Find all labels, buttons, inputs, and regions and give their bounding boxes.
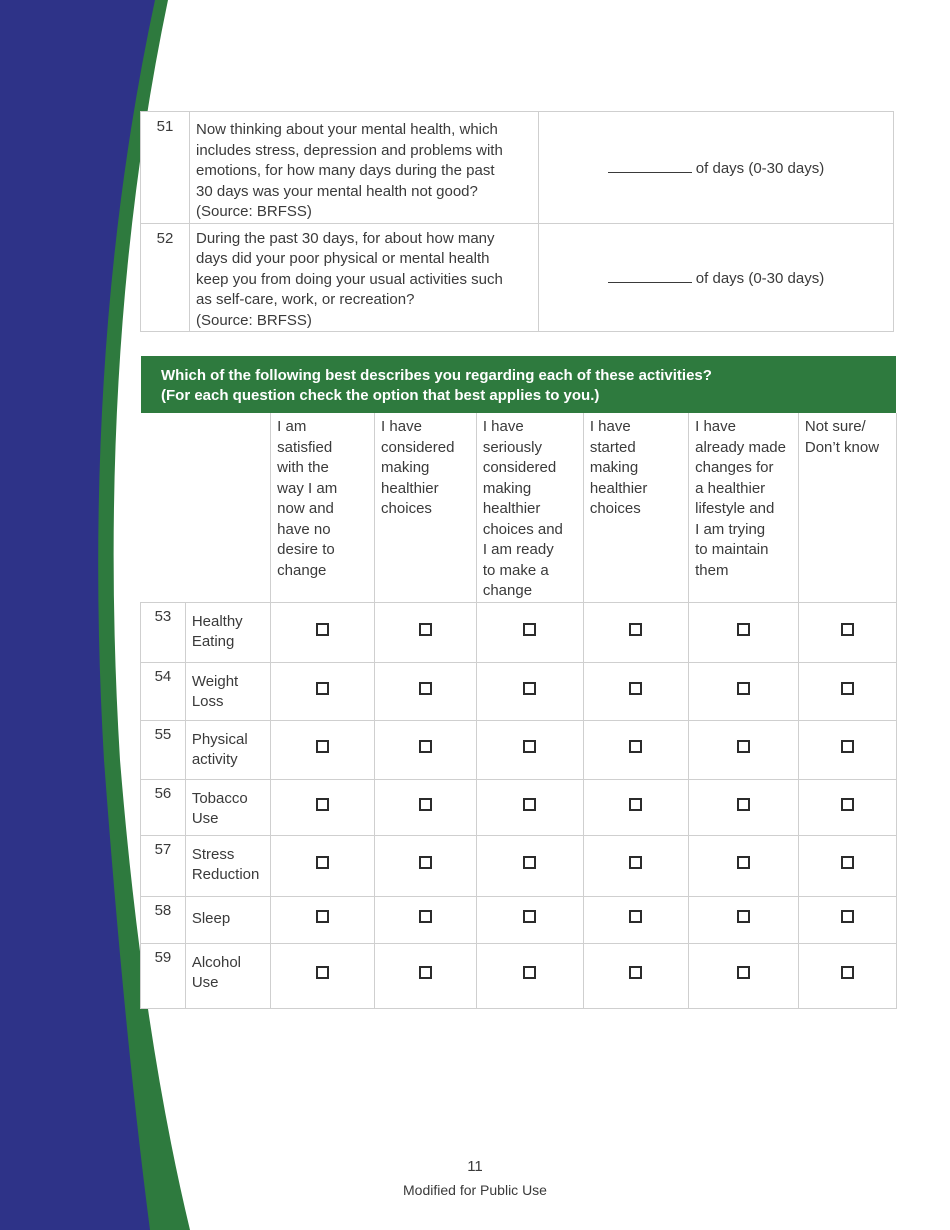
checkbox[interactable] <box>523 910 536 923</box>
checkbox[interactable] <box>629 798 642 811</box>
checkbox[interactable] <box>841 682 854 695</box>
question-number: 52 <box>141 223 190 332</box>
checkbox-cell <box>798 835 896 896</box>
checkbox[interactable] <box>419 798 432 811</box>
checkbox[interactable] <box>629 740 642 753</box>
activity-label: Stress Reduction <box>185 835 270 896</box>
activity-label: Healthy Eating <box>185 602 270 662</box>
checkbox[interactable] <box>316 682 329 695</box>
checkbox-cell <box>271 662 375 720</box>
answer-cell <box>539 112 894 224</box>
column-header: Not sure/ Don’t know <box>798 413 896 602</box>
checkbox[interactable] <box>841 966 854 979</box>
checkbox-cell <box>798 779 896 835</box>
checkbox[interactable] <box>737 910 750 923</box>
checkbox[interactable] <box>737 966 750 979</box>
activity-row <box>141 896 897 943</box>
checkbox-cell <box>689 720 799 779</box>
activity-label: Physical activity <box>185 720 270 779</box>
checkbox[interactable] <box>841 798 854 811</box>
checkbox-cell <box>583 779 688 835</box>
checkbox[interactable] <box>629 910 642 923</box>
checkbox-cell <box>798 896 896 943</box>
checkbox[interactable] <box>523 682 536 695</box>
checkbox-cell <box>689 602 799 662</box>
checkbox[interactable] <box>316 856 329 869</box>
activity-row <box>141 602 897 662</box>
checkbox-cell <box>375 720 477 779</box>
question-number: 55 <box>141 720 186 779</box>
question-number: 51 <box>141 112 190 224</box>
checkbox-cell <box>476 720 583 779</box>
checkbox[interactable] <box>523 740 536 753</box>
question-number: 58 <box>141 896 186 943</box>
days-input-52[interactable] <box>608 266 692 283</box>
checkbox[interactable] <box>629 623 642 636</box>
checkbox-cell <box>798 662 896 720</box>
checkbox[interactable] <box>419 740 432 753</box>
grid-corner <box>141 413 271 602</box>
checkbox-cell <box>271 896 375 943</box>
column-header: I have already made changes for a healthier lifestyle and I am trying to maintain them <box>689 413 799 602</box>
checkbox-cell <box>375 602 477 662</box>
activity-row <box>141 720 897 779</box>
checkbox[interactable] <box>419 856 432 869</box>
checkbox-cell <box>375 835 477 896</box>
checkbox[interactable] <box>523 798 536 811</box>
checkbox-cell <box>271 720 375 779</box>
checkbox-cell <box>583 943 688 1008</box>
mental-health-questions <box>140 111 894 332</box>
checkbox[interactable] <box>737 740 750 753</box>
checkbox[interactable] <box>316 740 329 753</box>
checkbox-cell <box>271 602 375 662</box>
activity-row <box>141 835 897 896</box>
checkbox[interactable] <box>737 682 750 695</box>
banner-question: Which of the following best describes you regarding each of these activities? <box>161 367 712 384</box>
column-header: I have seriously considered making healthier choices and I am ready to make a change <box>476 413 583 602</box>
checkbox-cell <box>375 779 477 835</box>
checkbox-cell <box>583 662 688 720</box>
answer-unit: of days (0-30 days) <box>695 269 825 287</box>
readiness-grid <box>140 413 897 1009</box>
column-header: I am satisfied with the way I am now and have no desire to change <box>271 413 375 602</box>
section-banner <box>141 356 896 413</box>
question-text: During the past 30 days, for about how many days did your poor physical or mental health keep you from doing your usual activities such as self-care, work, or recreation? (Source: BRFSS) <box>190 223 539 332</box>
checkbox-cell <box>476 896 583 943</box>
footer-note: Modified for Public Use <box>403 1182 547 1198</box>
question-row-52 <box>141 223 894 332</box>
question-text: Now thinking about your mental health, which includes stress, depression and problems with emotions, for how many days during the past 30 days was your mental health not good? (Source: BRFSS) <box>190 112 539 224</box>
checkbox-cell <box>583 720 688 779</box>
checkbox[interactable] <box>841 910 854 923</box>
activity-label: Sleep <box>185 896 270 943</box>
activity-row <box>141 943 897 1008</box>
checkbox[interactable] <box>841 740 854 753</box>
checkbox[interactable] <box>419 910 432 923</box>
checkbox-cell <box>476 779 583 835</box>
checkbox-cell <box>798 602 896 662</box>
banner-instruction: (For each question check the option that best applies to you.) <box>161 387 600 404</box>
checkbox[interactable] <box>316 798 329 811</box>
checkbox-cell <box>271 835 375 896</box>
checkbox[interactable] <box>316 910 329 923</box>
checkbox-cell <box>271 943 375 1008</box>
checkbox-cell <box>689 896 799 943</box>
question-number: 57 <box>141 835 186 896</box>
checkbox[interactable] <box>523 966 536 979</box>
checkbox[interactable] <box>841 623 854 636</box>
question-number: 59 <box>141 943 186 1008</box>
checkbox[interactable] <box>629 682 642 695</box>
question-number: 56 <box>141 779 186 835</box>
checkbox-cell <box>583 835 688 896</box>
activity-label: Tobacco Use <box>185 779 270 835</box>
page-number: 11 <box>467 1158 483 1175</box>
checkbox[interactable] <box>841 856 854 869</box>
checkbox-cell <box>583 602 688 662</box>
checkbox[interactable] <box>523 623 536 636</box>
checkbox[interactable] <box>737 623 750 636</box>
checkbox-cell <box>689 779 799 835</box>
checkbox-cell <box>798 720 896 779</box>
checkbox[interactable] <box>316 623 329 636</box>
checkbox[interactable] <box>419 623 432 636</box>
checkbox-cell <box>476 943 583 1008</box>
checkbox[interactable] <box>629 966 642 979</box>
answer-unit: of days (0-30 days) <box>695 159 825 177</box>
question-row-51 <box>141 112 894 224</box>
activity-label: Alcohol Use <box>185 943 270 1008</box>
question-number: 54 <box>141 662 186 720</box>
checkbox[interactable] <box>629 856 642 869</box>
column-header: I have started making healthier choices <box>583 413 688 602</box>
checkbox-cell <box>476 835 583 896</box>
checkbox-cell <box>271 779 375 835</box>
activity-row <box>141 779 897 835</box>
grid-header-row <box>141 413 897 602</box>
checkbox-cell <box>689 943 799 1008</box>
checkbox[interactable] <box>737 798 750 811</box>
checkbox-cell <box>375 662 477 720</box>
checkbox[interactable] <box>419 682 432 695</box>
checkbox-cell <box>583 896 688 943</box>
activity-row <box>141 662 897 720</box>
checkbox[interactable] <box>523 856 536 869</box>
checkbox[interactable] <box>737 856 750 869</box>
question-number: 53 <box>141 602 186 662</box>
column-header: I have considered making healthier choices <box>375 413 477 602</box>
checkbox-cell <box>375 896 477 943</box>
activity-label: Weight Loss <box>185 662 270 720</box>
days-input-51[interactable] <box>608 156 692 173</box>
checkbox[interactable] <box>316 966 329 979</box>
answer-cell <box>539 223 894 332</box>
checkbox-cell <box>798 943 896 1008</box>
checkbox[interactable] <box>419 966 432 979</box>
checkbox-cell <box>689 662 799 720</box>
checkbox-cell <box>476 662 583 720</box>
checkbox-cell <box>375 943 477 1008</box>
checkbox-cell <box>476 602 583 662</box>
checkbox-cell <box>689 835 799 896</box>
